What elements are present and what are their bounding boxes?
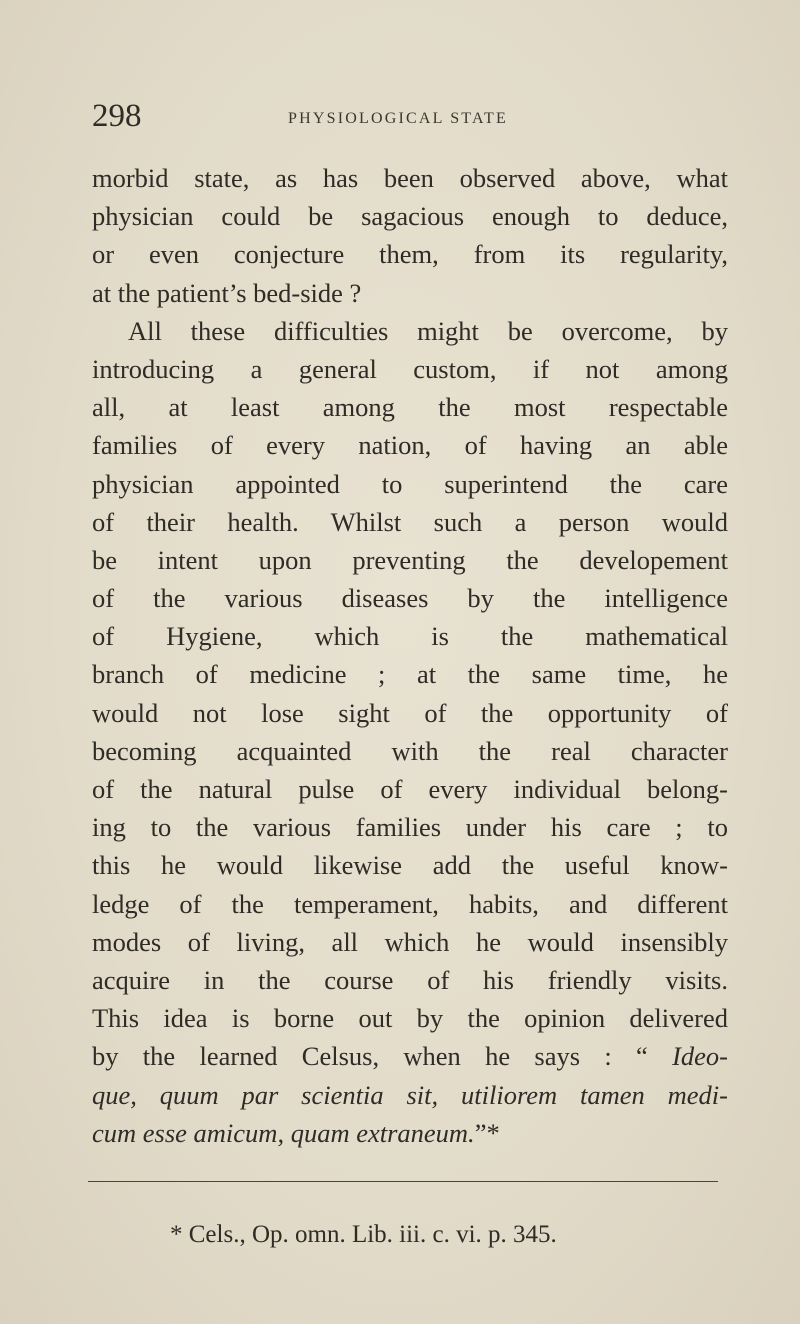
text-line: or even conjecture them, from its regularity, bbox=[92, 239, 728, 270]
quote-line bbox=[92, 1114, 728, 1152]
running-head: PHYSIOLOGICAL STATE bbox=[288, 110, 508, 127]
paragraph-first-line: All these difficulties might be overcome, by bbox=[128, 315, 728, 346]
latin-quote: cum esse amicum, quam extraneum. bbox=[92, 1117, 475, 1148]
footnote-rule bbox=[88, 1181, 718, 1182]
quote-line bbox=[92, 1076, 728, 1114]
text-line: of Hygiene, which is the mathematical bbox=[92, 621, 728, 652]
text-line: ing to the various families under his care ; to bbox=[92, 812, 728, 843]
text-line: morbid state, as has been observed above, what bbox=[92, 163, 728, 193]
page-header bbox=[92, 96, 732, 136]
text-line: acquire in the course of his friendly visits. bbox=[92, 964, 728, 995]
text-line: all, at least among the most respectable bbox=[92, 392, 728, 423]
text-line: ledge of the temperament, habits, and different bbox=[92, 888, 728, 919]
text-line: families of every nation, of having an able bbox=[92, 430, 728, 461]
text-line: physician could be sagacious enough to deduce, bbox=[92, 201, 728, 232]
text-line: this he would likewise add the useful know- bbox=[92, 850, 728, 881]
text-line: of the various diseases by the intelligence bbox=[92, 583, 728, 614]
text-line: of their health. Whilst such a person would bbox=[92, 506, 728, 537]
text-line: of the natural pulse of every individual belong- bbox=[92, 774, 728, 804]
text-line: This idea is borne out by the opinion delivered bbox=[92, 1003, 728, 1034]
text-line: physician appointed to superintend the care bbox=[92, 468, 728, 499]
text-line: introducing a general custom, if not among bbox=[92, 353, 728, 384]
latin-quote: Ideo- bbox=[672, 1041, 728, 1072]
quote-close: ”* bbox=[474, 1117, 500, 1148]
body-text bbox=[92, 159, 728, 1152]
text-line: branch of medicine ; at the same time, he bbox=[92, 659, 728, 690]
text-line: becoming acquainted with the real character bbox=[92, 735, 728, 766]
text-line: would not lose sight of the opportunity of bbox=[92, 697, 728, 728]
page-number: 298 bbox=[92, 98, 142, 134]
quote-line bbox=[92, 1037, 728, 1075]
text-line: modes of living, all which he would insensibly bbox=[92, 926, 728, 957]
latin-quote: que, quum par scientia sit, utiliorem tamen medi- bbox=[92, 1079, 728, 1110]
footnote: * Cels., Op. omn. Lib. iii. c. vi. p. 345. bbox=[170, 1221, 557, 1248]
text-line: at the patient’s bed-side ? bbox=[92, 277, 362, 308]
text-line: be intent upon preventing the developement bbox=[92, 544, 728, 575]
quote-intro: by the learned Celsus, when he says : “ bbox=[92, 1041, 673, 1072]
